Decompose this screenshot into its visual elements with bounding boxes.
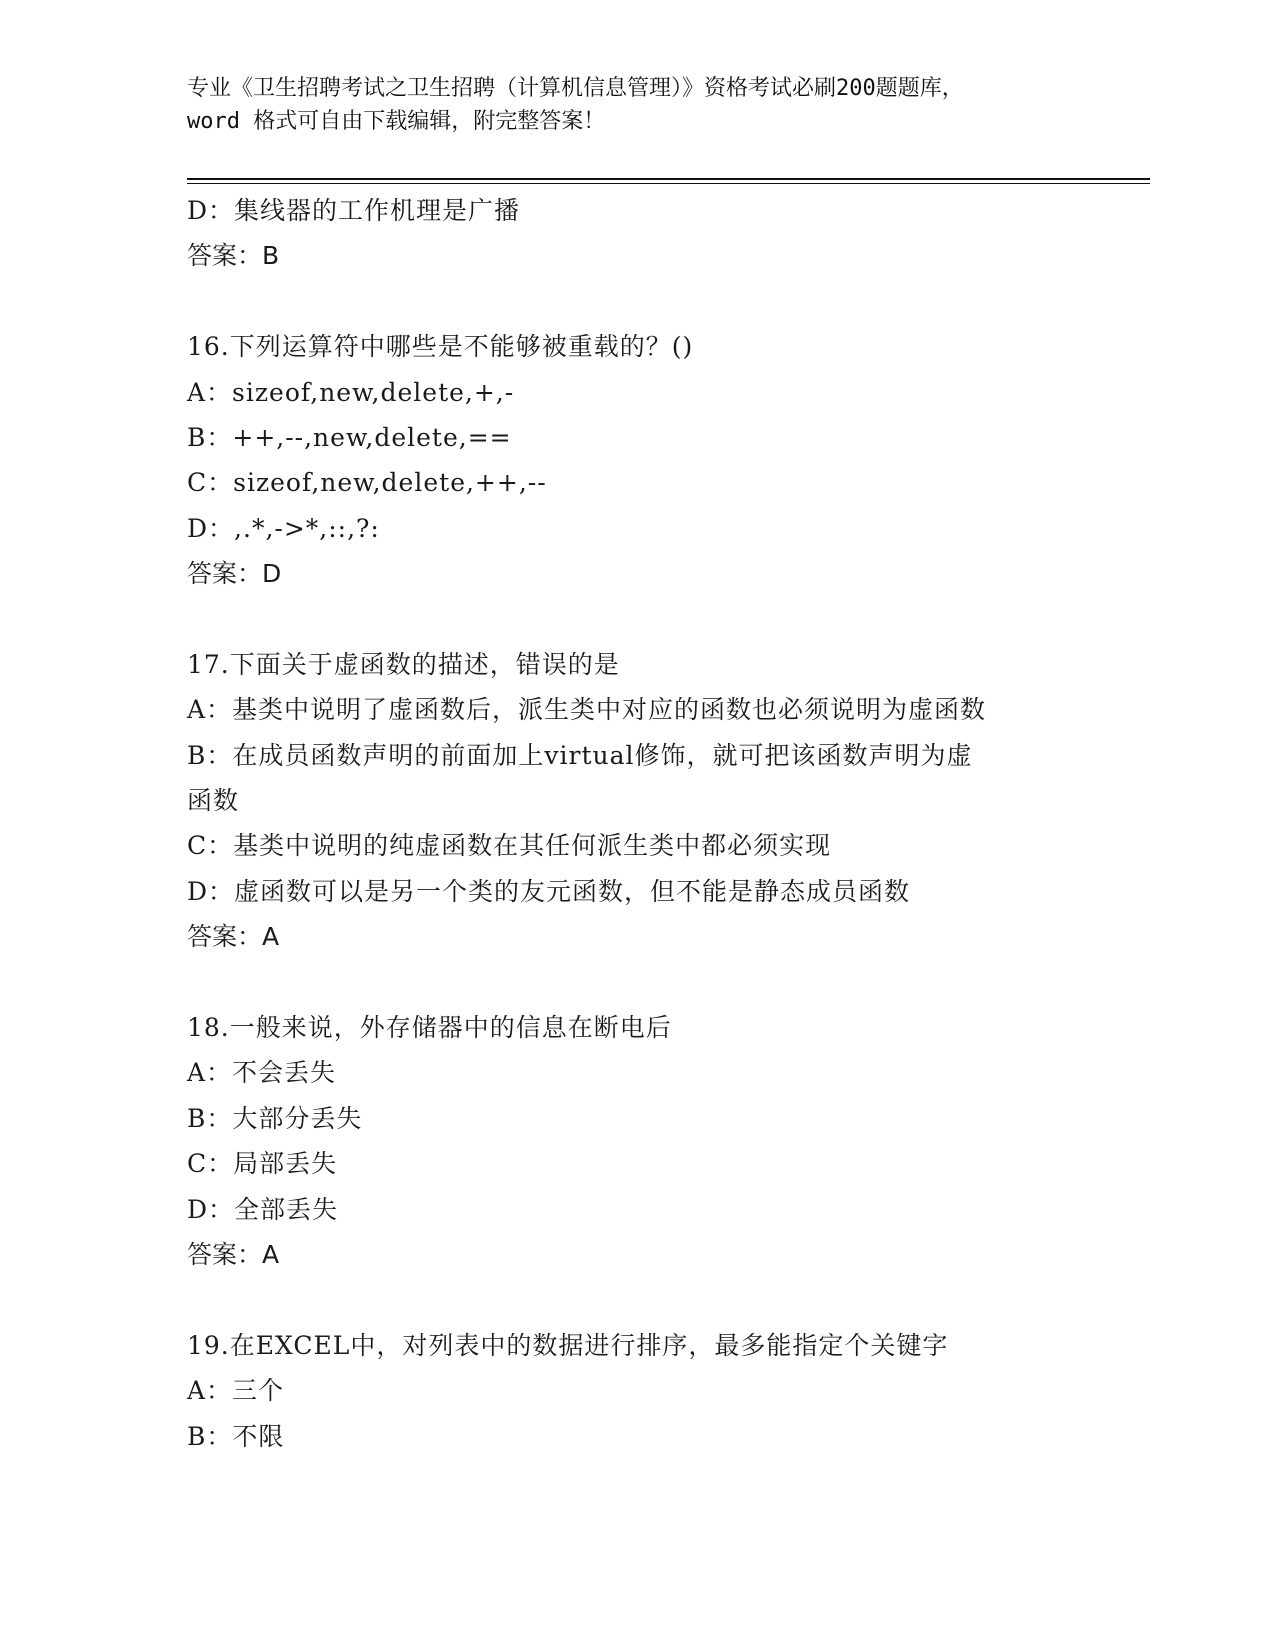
q16-option-a: A：sizeof,new,delete,+,- bbox=[187, 377, 515, 407]
header-title-line-1: 专业《卫生招聘考试之卫生招聘（计算机信息管理）》资格考试必刷200题题库， bbox=[187, 76, 964, 101]
spacer bbox=[187, 960, 1087, 1005]
q16-option-b: B：++,--,new,delete,== bbox=[187, 422, 512, 452]
q16-option-c: C：sizeof,new,delete,++,-- bbox=[187, 468, 547, 498]
spacer bbox=[187, 597, 1087, 642]
q16-answer: 答案：D bbox=[187, 559, 282, 589]
q18-option-a: A：不会丢失 bbox=[187, 1058, 337, 1088]
q18-answer: 答案：A bbox=[187, 1239, 280, 1269]
q17-answer: 答案：A bbox=[187, 922, 280, 952]
q19-option-b: B：不限 bbox=[187, 1421, 285, 1451]
q17-stem: 17.下面关于虚函数的描述，错误的是 bbox=[187, 649, 620, 679]
q17-option-b: B：在成员函数声明的前面加上virtual修饰，就可把该函数声明为虚 bbox=[187, 740, 973, 770]
document-header bbox=[187, 72, 1087, 138]
header-divider-thick bbox=[187, 178, 1150, 180]
q17-option-b-continued: 函数 bbox=[187, 786, 240, 816]
header-divider-thin bbox=[187, 183, 1150, 184]
q15-option-d: D：集线器的工作机理是广播 bbox=[187, 196, 521, 225]
q17-option-a: A：基类中说明了虚函数后，派生类中对应的函数也必须说明为虚函数 bbox=[187, 695, 987, 725]
q18-option-d: D：全部丢失 bbox=[187, 1194, 339, 1224]
q16-option-d: D：,.*,->*,::,?: bbox=[187, 513, 380, 543]
q15-answer: 答案：B bbox=[187, 241, 280, 271]
header-title-line-2: word 格式可自由下载编辑，附完整答案！ bbox=[187, 109, 606, 134]
question-list bbox=[187, 188, 1087, 1459]
q18-option-b: B：大部分丢失 bbox=[187, 1103, 363, 1133]
q19-stem: 19.在EXCEL中，对列表中的数据进行排序，最多能指定个关键字 bbox=[187, 1330, 949, 1360]
q19-option-a: A：三个 bbox=[187, 1376, 285, 1406]
q18-option-c: C：局部丢失 bbox=[187, 1149, 338, 1179]
spacer bbox=[187, 1277, 1087, 1322]
q18-stem: 18.一般来说，外存储器中的信息在断电后 bbox=[187, 1013, 672, 1043]
q16-stem: 16.下列运算符中哪些是不能够被重载的？() bbox=[187, 332, 694, 362]
spacer bbox=[187, 279, 1087, 324]
q17-option-d: D：虚函数可以是另一个类的友元函数，但不能是静态成员函数 bbox=[187, 876, 911, 906]
q17-option-c: C：基类中说明的纯虚函数在其任何派生类中都必须实现 bbox=[187, 831, 832, 861]
